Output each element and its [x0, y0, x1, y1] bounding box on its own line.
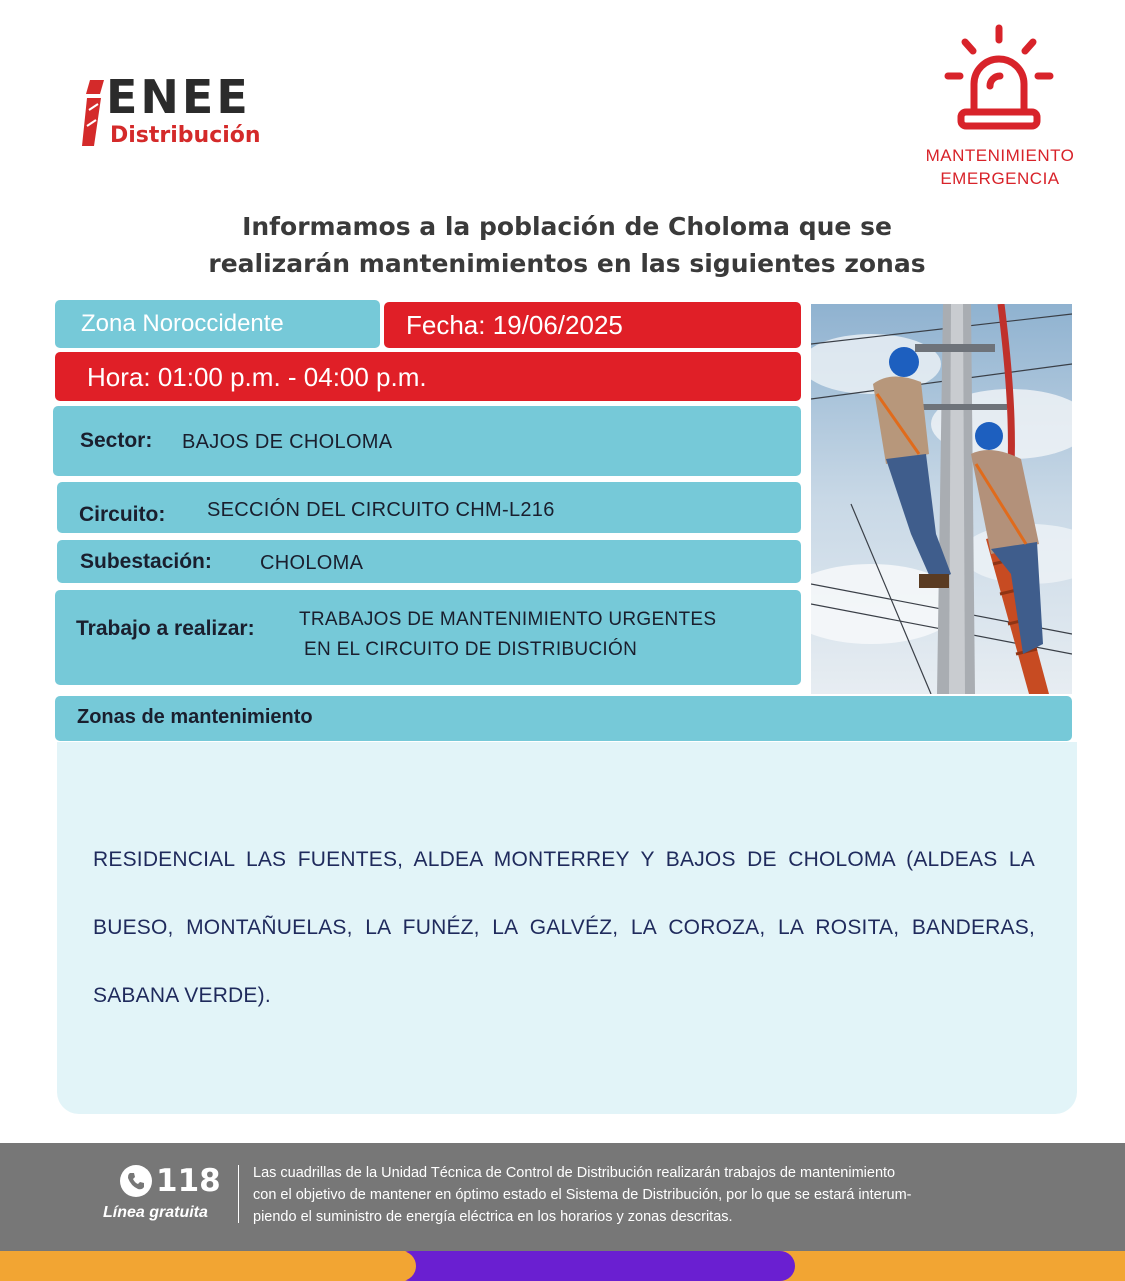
zona-box: Zona Noroccidente	[55, 300, 380, 348]
circuito-box	[57, 482, 801, 533]
trabajo-box	[55, 590, 801, 685]
siren-icon	[944, 24, 1054, 136]
badge-line-1: MANTENIMIENTO	[925, 146, 1075, 165]
enee-logo	[82, 70, 312, 150]
footer-line-2: con el objetivo de mantener en óptimo estado el Sistema de Distribución, por lo que se estará interum-	[253, 1187, 912, 1203]
trabajo-line-1: TRABAJOS DE MANTENIMIENTO URGENTES	[299, 609, 717, 630]
headline	[100, 208, 1034, 282]
emergency-badge	[900, 144, 1100, 190]
sector-value: BAJOS DE CHOLOMA	[182, 431, 393, 453]
trabajo-label: Trabajo a realizar:	[76, 617, 255, 640]
trabajo-line-2: EN EL CIRCUITO DE DISTRIBUCIÓN	[304, 639, 638, 660]
fecha-label: Fecha:	[406, 310, 486, 340]
circuito-label: Circuito:	[79, 503, 166, 526]
fecha-value: 19/06/2025	[492, 310, 623, 340]
hora-label: Hora:	[87, 362, 151, 392]
footer-line-3: piendo el suministro de energía eléctrica en los horarios y zonas descritas.	[253, 1209, 733, 1225]
badge-line-2: EMERGENCIA	[940, 169, 1060, 188]
hora-box	[55, 352, 801, 401]
phone-icon	[120, 1165, 152, 1197]
bottom-bar-orange-pill	[0, 1251, 416, 1281]
enee-logo-mark-icon	[82, 80, 108, 148]
circuito-value: SECCIÓN DEL CIRCUITO CHM-L216	[207, 499, 555, 521]
footer-divider	[238, 1165, 239, 1223]
zonas-title: Zonas de mantenimiento	[77, 706, 313, 728]
subestacion-box	[57, 540, 801, 583]
footer-line-1: Las cuadrillas de la Unidad Técnica de Control de Distribución realizarán trabajos de mantenimiento	[253, 1165, 896, 1181]
zonas-text: RESIDENCIAL LAS FUENTES, ALDEA MONTERREY Y BAJOS DE CHOLOMA (ALDEAS LA BUESO, MONTAÑUELAS, LA FUNÉZ, LA GALVÉZ, LA COROZA, LA ROSITA, BANDERAS, SABANA VERDE).	[93, 848, 1035, 1007]
sector-label: Sector:	[80, 429, 153, 452]
headline-line-2: realizarán mantenimientos en las siguientes zonas	[208, 249, 926, 278]
fecha-box	[384, 302, 801, 348]
zonas-header	[55, 696, 1072, 741]
bottom-bar-purple	[395, 1251, 795, 1281]
hora-value: 01:00 p.m. - 04:00 p.m.	[157, 362, 427, 392]
logo-text: ENEE	[106, 70, 251, 124]
footer-text	[253, 1162, 1053, 1228]
lineworkers-photo	[811, 304, 1072, 694]
zonas-body	[57, 742, 1077, 1114]
subestacion-label: Subestación:	[80, 550, 212, 573]
phone-label: Línea gratuita	[103, 1204, 208, 1221]
phone-number[interactable]: 118	[156, 1163, 221, 1199]
footer	[0, 1143, 1125, 1251]
headline-line-1: Informamos a la población de Choloma que se	[242, 212, 892, 241]
sector-box	[53, 406, 801, 476]
subestacion-value: CHOLOMA	[260, 552, 364, 574]
logo-subtitle: Distribución	[110, 123, 261, 148]
